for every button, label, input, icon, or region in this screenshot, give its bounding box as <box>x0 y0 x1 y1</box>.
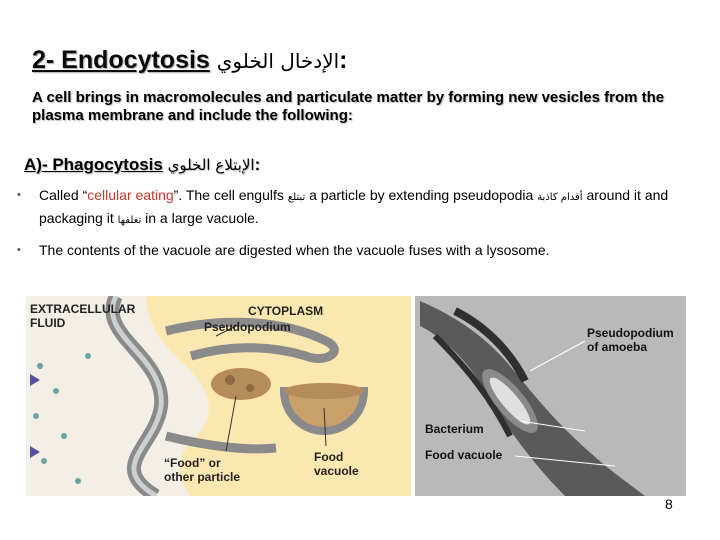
extracellular-particle <box>61 433 67 439</box>
title-colon: : <box>339 46 348 74</box>
page-number: 8 <box>665 496 673 512</box>
arabic-packaging: تغلفها <box>117 215 142 226</box>
bullet-text-part: a particle by extending pseudopodia <box>305 187 538 203</box>
bullet-text-part: Called “ <box>39 187 88 203</box>
label-food-vacuole: Food vacuole <box>314 450 359 478</box>
label-pseudopodium: Pseudopodium <box>204 320 291 334</box>
arabic-pseudopodia: أقدام كاذبة <box>537 192 583 203</box>
title-english: 2- Endocytosis <box>32 46 210 74</box>
bullet-dot-icon: • <box>17 189 21 201</box>
subheading-colon: : <box>254 155 261 174</box>
label-cytoplasm: CYTOPLASM <box>248 304 324 318</box>
extracellular-particle <box>53 388 59 394</box>
extracellular-particle <box>37 363 43 369</box>
bullet-text-1 <box>39 185 707 231</box>
phagocytosis-diagram <box>26 296 411 496</box>
label-food-particle: “Food” or other particle <box>164 456 241 484</box>
bullet-text-2: The contents of the vacuole are digested when the vacuole fuses with a lysosome. <box>39 242 550 258</box>
extracellular-particle <box>75 478 81 484</box>
subheading-english: A)- Phagocytosis <box>24 155 163 174</box>
amoeba-micrograph <box>415 296 686 496</box>
bullet-text-part: around it and packaging it <box>39 187 669 226</box>
title-arabic: الإدخال الخلوي <box>216 49 340 73</box>
extracellular-particle <box>33 413 39 419</box>
extracellular-particle <box>41 458 47 464</box>
bullet-text-part: ”. The cell engulfs <box>173 187 288 203</box>
label-bacterium: Bacterium <box>425 422 484 436</box>
intro-text: A cell brings in macromolecules and particulate matter by forming new vesicles from the plasma membrane and include the following: <box>32 89 665 124</box>
bullet-item-1 <box>17 185 707 231</box>
food-particle <box>211 368 271 400</box>
subheading-arabic: الإبتلاع الخلوي <box>167 156 255 174</box>
page-title <box>32 46 348 75</box>
subheading <box>24 155 260 175</box>
bullet-item-2 <box>17 240 707 260</box>
food-particle-detail <box>225 375 235 385</box>
vacuole-contents <box>284 383 364 399</box>
food-particle-detail <box>246 384 254 392</box>
label-micro-food-vacuole: Food vacuole <box>425 448 503 462</box>
extracellular-particle <box>85 353 91 359</box>
highlight-cellular-eating: cellular eating <box>87 187 174 203</box>
arabic-engulfs: تبتلع <box>287 192 306 203</box>
label-extracellular-fluid: EXTRACELLULAR FLUID <box>30 302 136 330</box>
bullet-text-part: in a large vacuole. <box>141 210 259 226</box>
label-pseudopodium-amoeba: Pseudopodium of amoeba <box>587 326 674 354</box>
bullet-dot-icon: • <box>17 244 21 256</box>
